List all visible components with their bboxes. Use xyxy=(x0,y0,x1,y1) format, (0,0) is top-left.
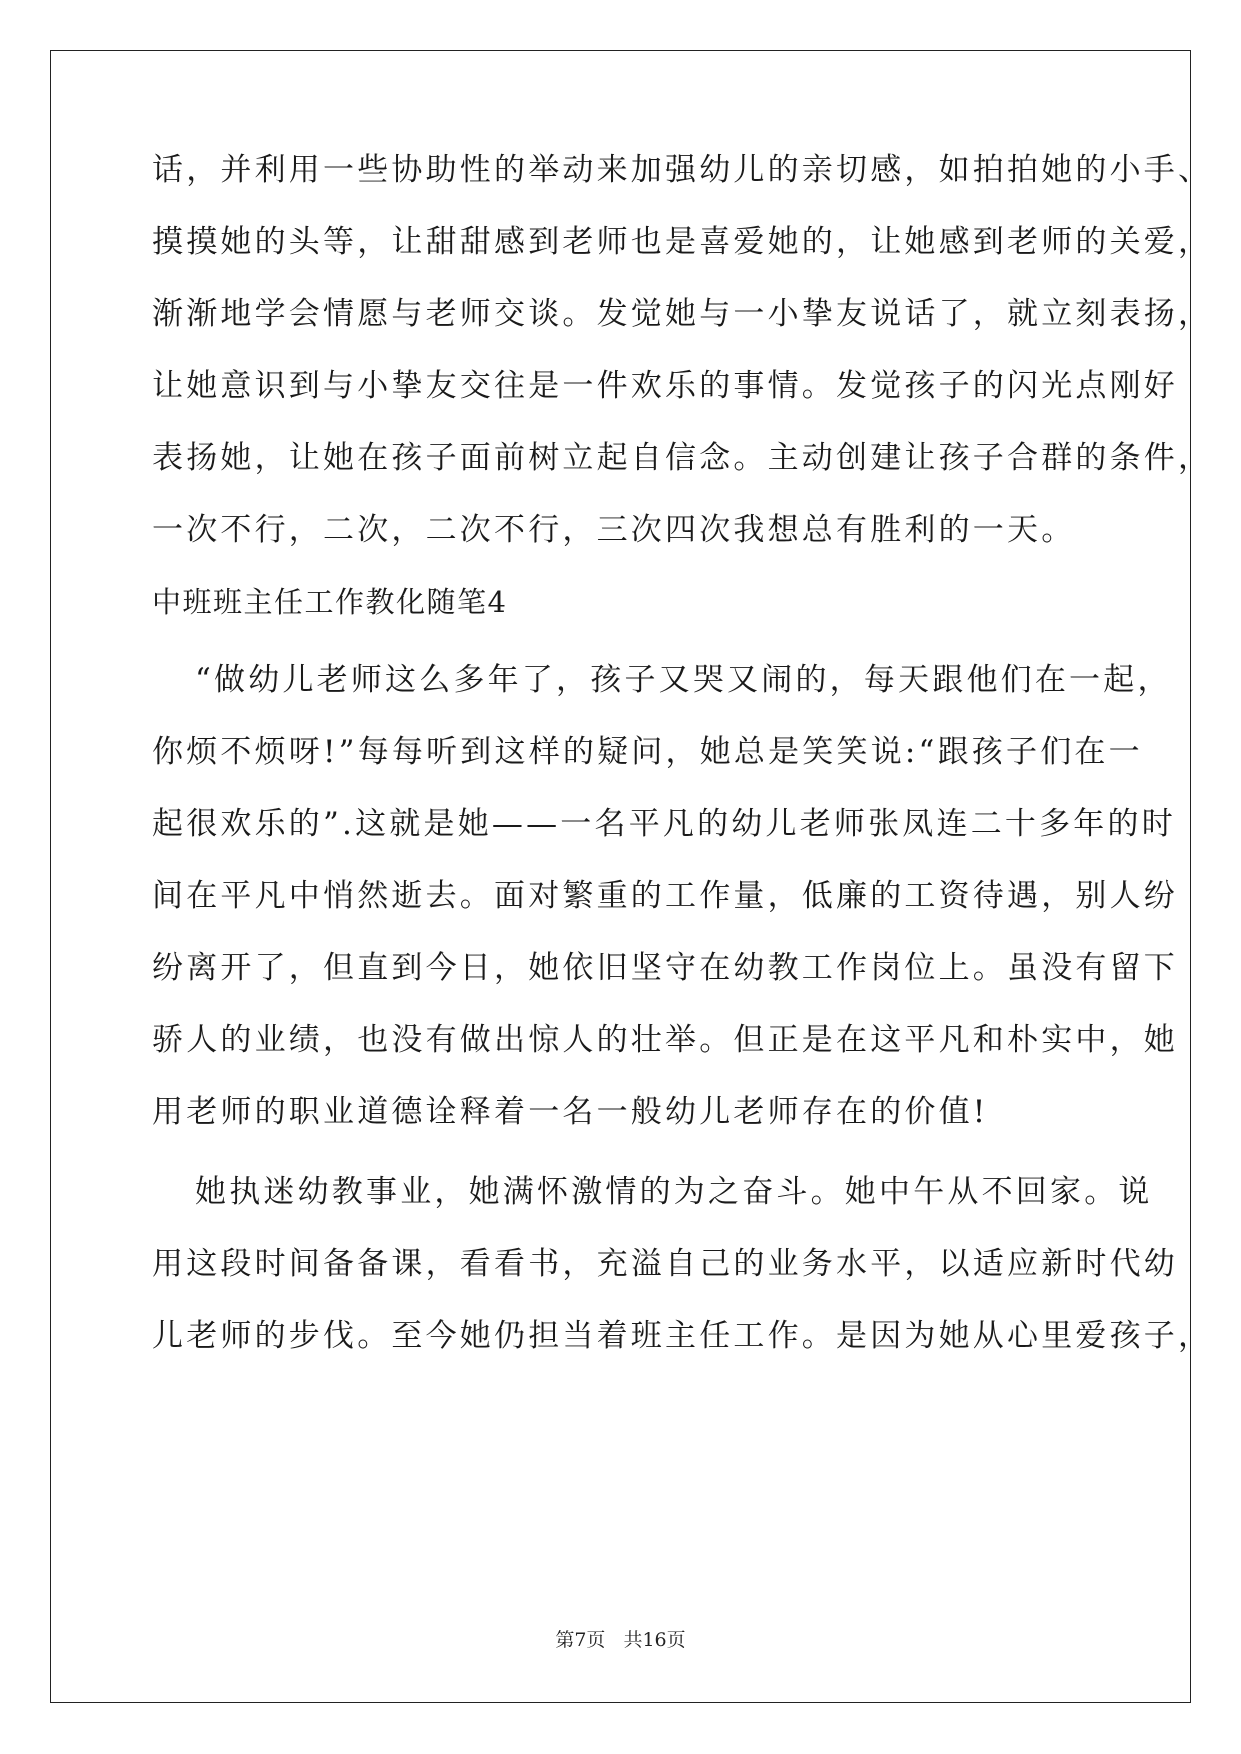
text-line: 一次不行，二次，二次不行，三次四次我想总有胜利的一天。 xyxy=(152,512,1076,548)
text-line: 间在平凡中悄然逝去。面对繁重的工作量，低廉的工资待遇，别人纷 xyxy=(152,878,1178,914)
text-line: 话，并利用一些协助性的举动来加强幼儿的亲切感，如拍拍她的小手、 xyxy=(152,152,1213,188)
text-line: 纷离开了，但直到今日，她依旧坚守在幼教工作岗位上。虽没有留下 xyxy=(152,950,1178,986)
text-line: 让她意识到与小挚友交往是一件欢乐的事情。发觉孩子的闪光点刚好 xyxy=(152,368,1178,404)
text-line: 儿老师的步伐。至今她仍担当着班主任工作。是因为她从心里爱孩子， xyxy=(152,1318,1213,1354)
page-number: 第7页 xyxy=(555,1629,606,1651)
section-heading: 中班班主任工作教化随笔4 xyxy=(152,585,508,619)
text-line: “做幼儿老师这么多年了，孩子又哭又闹的，每天跟他们在一起， xyxy=(195,662,1172,698)
text-line: 用这段时间备备课，看看书，充溢自己的业务水平，以适应新时代幼 xyxy=(152,1246,1178,1282)
page-footer xyxy=(0,1628,1241,1652)
text-line: 她执迷幼教事业，她满怀激情的为之奋斗。她中午从不回家。说 xyxy=(195,1174,1153,1210)
text-line: 骄人的业绩，也没有做出惊人的壮举。但正是在这平凡和朴实中，她 xyxy=(152,1022,1178,1058)
text-line: 用老师的职业道德诠释着一名一般幼儿老师存在的价值! xyxy=(152,1094,989,1130)
text-line: 起很欢乐的”.这就是她——一名平凡的幼儿老师张凤连二十多年的时 xyxy=(152,806,1176,842)
text-line: 渐渐地学会情愿与老师交谈。发觉她与一小挚友说话了，就立刻表扬， xyxy=(152,296,1213,332)
page-total: 共16页 xyxy=(623,1629,686,1651)
text-line: 你烦不烦呀!”每每听到这样的疑问，她总是笑笑说:“跟孩子们在一 xyxy=(152,734,1143,770)
text-line: 摸摸她的头等，让甜甜感到老师也是喜爱她的，让她感到老师的关爱， xyxy=(152,224,1213,260)
text-line: 表扬她，让她在孩子面前树立起自信念。主动创建让孩子合群的条件， xyxy=(152,440,1213,476)
